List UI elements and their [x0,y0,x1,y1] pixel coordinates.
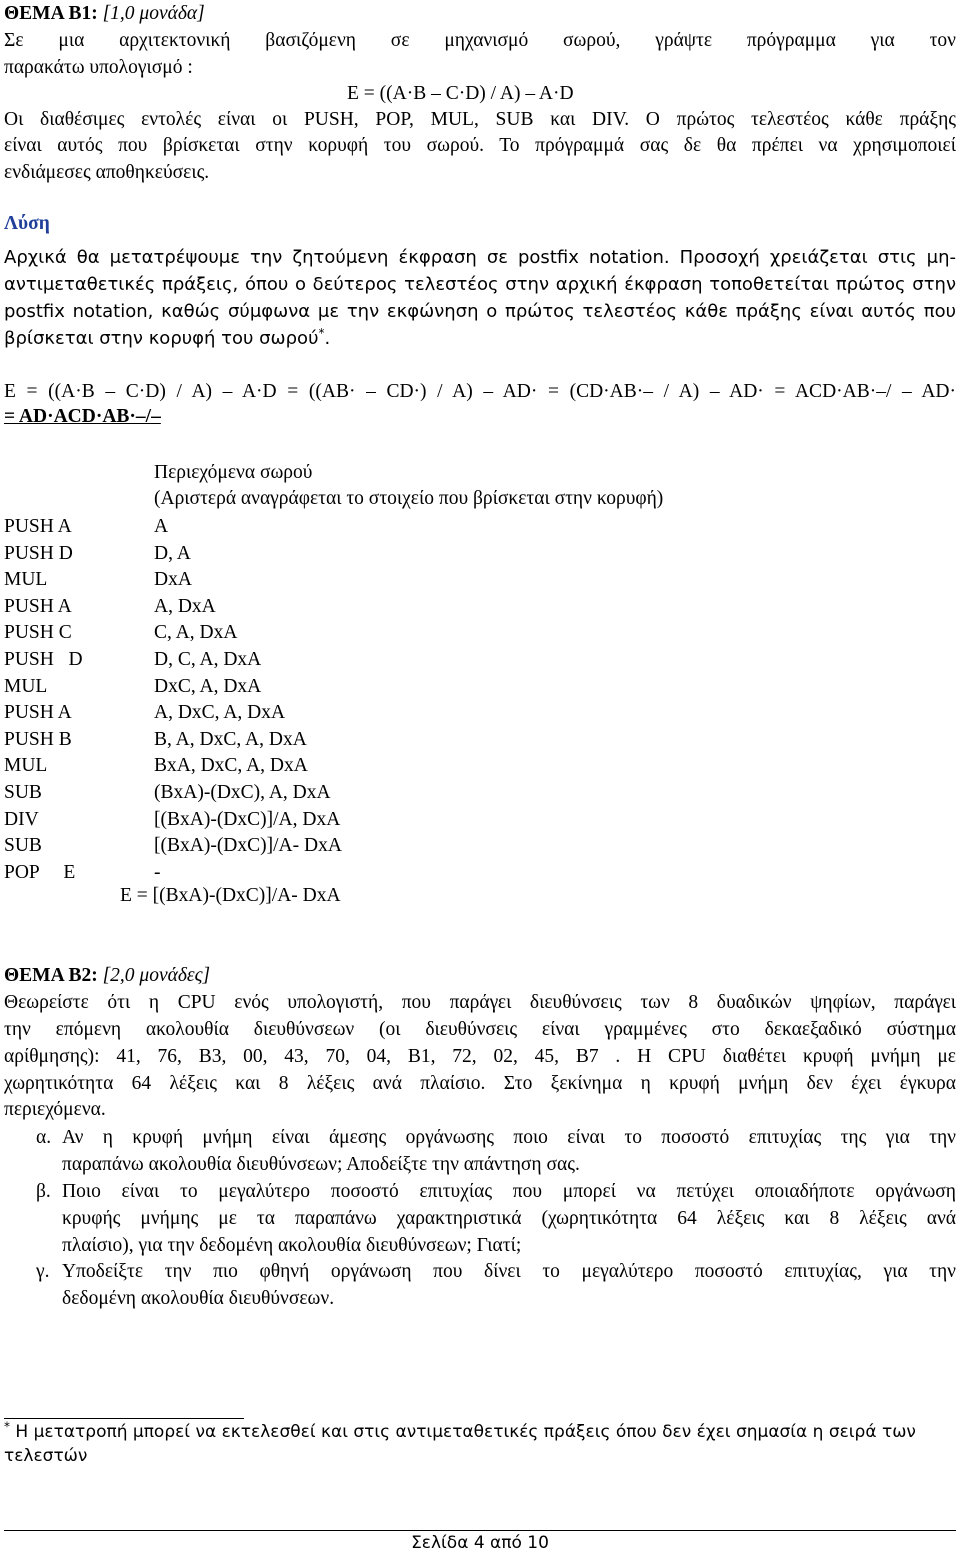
program-instruction: PUSH C [4,622,72,644]
b1-heading [4,2,205,26]
solution-title: Λύση [4,213,50,234]
footnote-text: Η μετατροπή μπορεί να εκτελεσθεί και στις αντιμεταθετικές πράξεις όπου δεν έχει σημασία η σειρά των [15,1422,916,1442]
program-instruction: DIV [4,808,39,830]
program-instruction: MUL [4,569,48,591]
stack-contents: B, A, DxC, A, DxA [154,728,307,750]
footnote-separator [4,1418,244,1419]
solution-text-line [4,327,330,351]
question-b-label: β. [36,1181,51,1202]
program-instruction: PUSH A [4,595,72,617]
program-instruction: SUB [4,782,42,803]
program-instruction: PUSH A [4,516,72,537]
question-c-label: γ. [36,1261,50,1282]
stack-contents: D, A [154,542,191,564]
postfix-result: = AD·ACD·AB·–/– [4,406,161,427]
b1-points: [1,0 μονάδα] [102,3,205,24]
solution-text-line: αντιμεταθετικές πράξεις, όπου ο δεύτερος τελεστέος στην αρχική έκφραση τοποθετείται πρώτος στην [4,274,956,295]
stack-contents: (BxA)-(DxC), A, DxA [154,782,331,803]
solution-text-fragment: . [324,328,331,349]
program-result: E = [(BxA)-(DxC)]/A- DxA [120,885,341,906]
b1-formula: E = ((A·B – C·D) / A) – A·D [347,83,574,104]
b1-text-line: ενδιάμεσες αποθηκεύσεις. [4,162,210,183]
stack-contents: [(BxA)-(DxC)]/A- DxA [154,835,342,857]
stack-contents: A, DxC, A, DxA [154,702,286,724]
program-instruction: POP E [4,861,76,883]
question-b-line: κρυφής μνήμης με τα παραπάνω χαρακτηριστικά (χωρητικότητα 64 λέξεις και 8 λέξεις ανά [62,1208,956,1229]
b2-heading [4,964,210,988]
question-b-line: Ποιο είναι το μεγαλύτερο ποσοστό επιτυχίας που μπορεί να πετύχει οποιαδήποτε οργάνωση [62,1181,956,1202]
stack-contents: - [154,861,161,883]
stack-contents: BxA, DxC, A, DxA [154,755,308,777]
b2-text-line: Θεωρείστε ότι η CPU ενός υπολογιστή, που παράγει διευθύνσεις των 8 δυαδικών ψηφίων, παράγει [4,992,956,1013]
stack-contents: DxC, A, DxA [154,675,262,697]
stack-contents: C, A, DxA [154,622,238,644]
b2-points: [2,0 μονάδες] [102,965,211,986]
b1-text-line: Σε μια αρχιτεκτονική βασιζόμενη σε μηχανισμό σωρού, γράψτε πρόγραμμα για τον [4,30,956,51]
footnote-line: τελεστών [4,1446,88,1466]
stack-contents: DxA [154,569,192,591]
page-number: Σελίδα 4 από 10 [411,1533,549,1553]
question-a-label: α. [36,1127,52,1148]
footnote-mark: * [4,1419,10,1434]
program-instruction: PUSH B [4,728,72,750]
footnote-reference: * [318,326,325,340]
program-instruction: MUL [4,675,48,697]
question-c-line: δεδομένη ακολουθία διευθύνσεων. [62,1288,335,1309]
b1-title: ΘΕΜΑ Β1: [4,3,98,24]
solution-text-fragment: βρίσκεται στην κορυφή του σωρού [4,328,319,349]
b1-text-line: Οι διαθέσιμες εντολές είναι οι PUSH, POP, MUL, SUB και DIV. Ο πρώτος τελεστέος κάθε πράξης [4,109,956,130]
stack-header-note: (Αριστερά αναγράφεται το στοιχείο που βρίσκεται στην κορυφή) [154,488,664,509]
program-instruction: PUSH D [4,649,83,670]
solution-text-line: Αρχικά θα μετατρέψουμε την ζητούμενη έκφραση σε postfix notation. Προσοχή χρειάζεται στις μη- [4,247,956,268]
b1-text-line: είναι αυτός που βρίσκεται στην κορυφή του σωρού. Το πρόγραμμά σας δε θα πρέπει να χρησιμοποιεί [4,135,956,156]
question-a-line: παραπάνω ακολουθία διευθύνσεων; Αποδείξτε την απάντηση σας. [62,1154,580,1175]
b2-text-line: περιεχόμενα. [4,1099,106,1120]
b2-text-line: την επόμενη ακολουθία διευθύνσεων (οι διευθύνσεις είναι γραμμένες στο δεκαεξαδικό σύστημα [4,1019,956,1040]
postfix-derivation: E = ((A·B – C·D) / A) – A·D = ((AB· – CD·) / A) – AD· = (CD·AB·– / A) – AD· = ACD·AB·–/ – AD· [4,381,956,402]
question-b-line: πλαίσιο), για την δεδομένη ακολουθία διευθύνσεων; Γιατί; [62,1235,522,1256]
program-instruction: PUSH A [4,702,72,724]
question-a-line: Αν η κρυφή μνήμη είναι άμεσης οργάνωσης ποιο είναι το ποσοστό επιτυχίας της για την [62,1127,956,1148]
question-c-line: Υποδείξτε την πιο φθηνή οργάνωση που δίνει το μεγαλύτερο ποσοστό επιτυχίας, για την [62,1261,956,1282]
program-instruction: PUSH D [4,542,73,564]
b2-title: ΘΕΜΑ Β2: [4,965,98,986]
solution-text-line: postfix notation, καθώς σύμφωνα με την εκφώνηση ο πρώτος τελεστέος κάθε πράξης είναι αυτός που [4,301,956,322]
stack-contents: A [154,516,169,537]
stack-header: Περιεχόμενα σωρού [154,462,313,483]
b2-text-line: χωρητικότητα 64 λέξεις και 8 λέξεις ανά πλαίσιο. Στο ξεκίνημα η κρυφή μνήμη δεν έχει έγκυρα [4,1073,956,1094]
stack-contents: D, C, A, DxA [154,649,262,670]
footnote-line [4,1420,916,1444]
stack-contents: [(BxA)-(DxC)]/A, DxA [154,808,341,830]
program-instruction: MUL [4,755,48,777]
b2-text-line: αρίθμησης): 41, 76, B3, 00, 43, 70, 04, B1, 72, 02, 45, B7 . Η CPU διαθέτει κρυφή μνήμη με [4,1046,956,1067]
program-instruction: SUB [4,835,42,857]
stack-contents: A, DxA [154,595,216,617]
b1-text-line: παρακάτω υπολογισμό : [4,57,193,78]
